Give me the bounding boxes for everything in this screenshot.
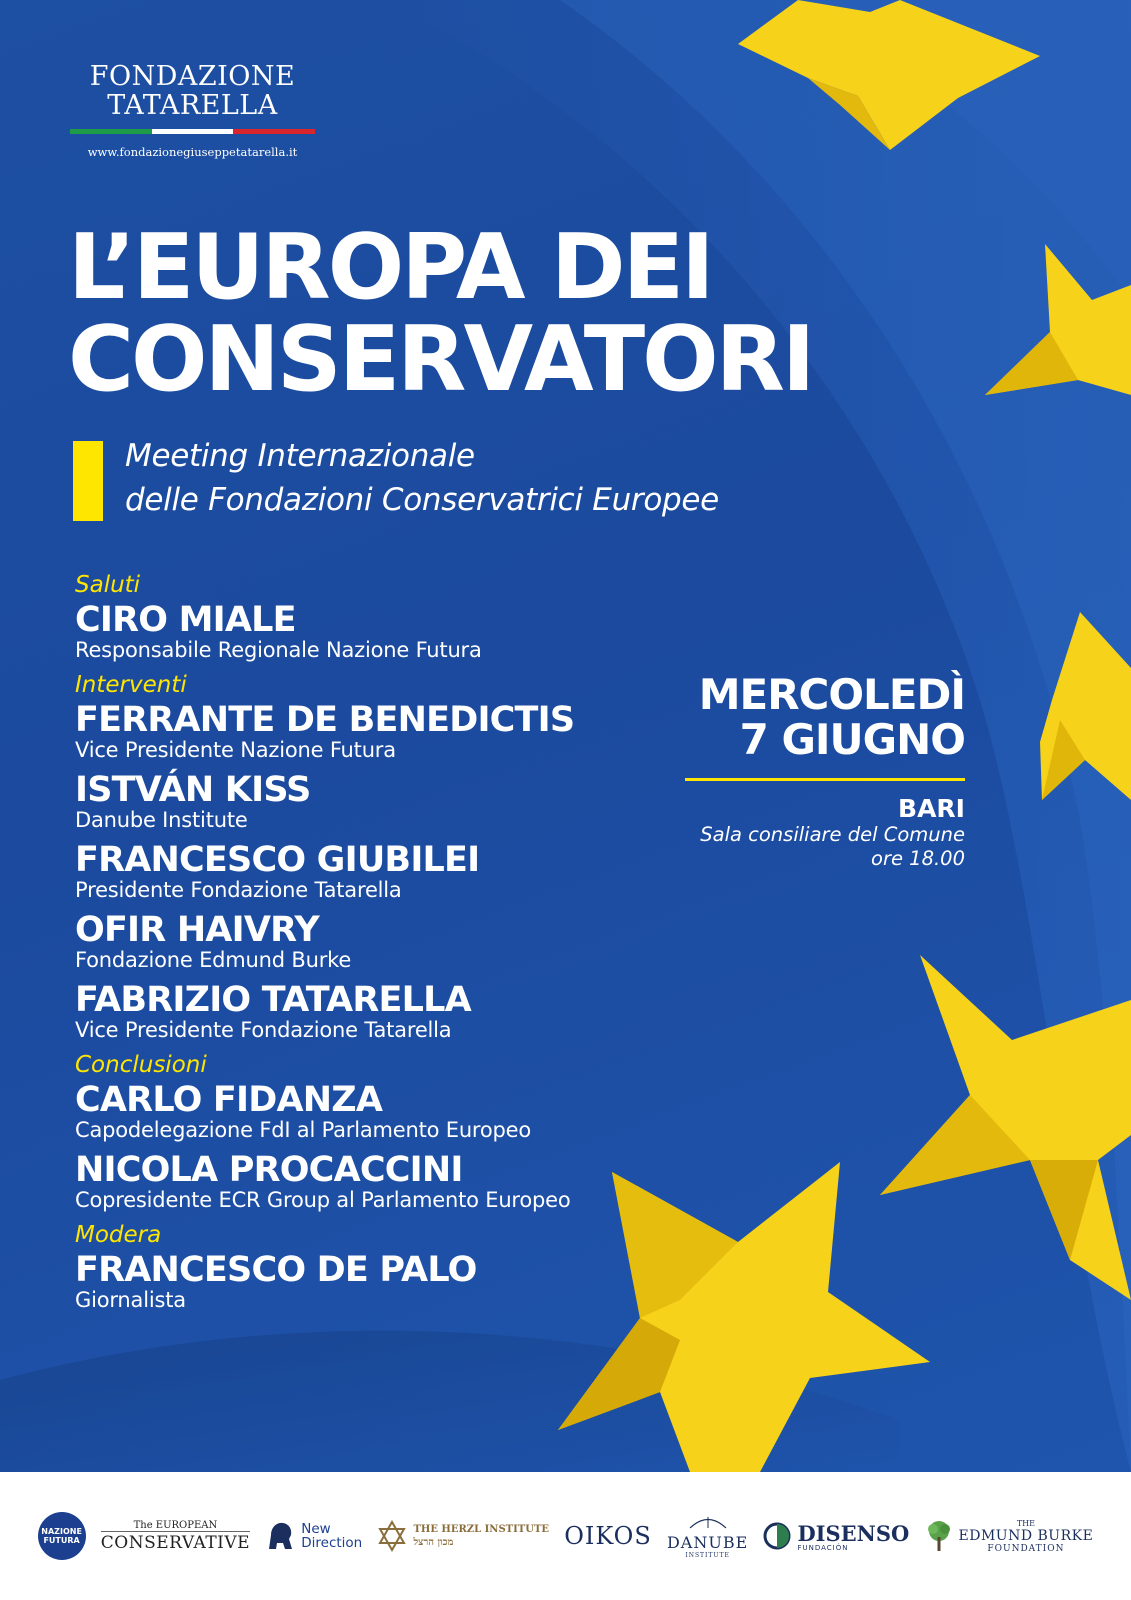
speaker (75, 982, 675, 1042)
speaker-role: Vice Presidente Nazione Futura (75, 738, 396, 762)
event-time: ore 18.00 (871, 847, 965, 870)
nf-line-2: FUTURA (43, 1536, 80, 1545)
speaker-role: Capodelegazione FdI al Parlamento Europeo (75, 1118, 532, 1142)
subtitle-accent-bar (73, 441, 103, 521)
speaker-name: NICOLA PROCACCINI (75, 1150, 463, 1190)
eu-cons-line-1: The EUROPEAN (133, 1519, 218, 1531)
event-date-block (660, 672, 965, 871)
section-modera (75, 1222, 675, 1312)
speaker-name: FABRIZIO TATARELLA (75, 980, 471, 1020)
lion-icon (265, 1519, 295, 1553)
section-label: Interventi (75, 672, 187, 698)
speaker-name: OFIR HAIVRY (75, 910, 319, 950)
speaker-name: FERRANTE DE BENEDICTIS (75, 700, 575, 740)
nd-line-1: New (301, 1521, 331, 1537)
eu-cons-line-2: CONSERVATIVE (100, 1532, 251, 1553)
speaker-role: Giornalista (75, 1288, 186, 1312)
disenso-line-1: DISENSO (797, 1520, 910, 1546)
speaker-role: Fondazione Edmund Burke (75, 948, 352, 972)
speaker-name: ISTVÁN KISS (75, 770, 311, 810)
speaker-name: FRANCESCO GIUBILEI (75, 840, 480, 880)
disenso-line-2: FUNDACIÓN (797, 1543, 849, 1552)
speaker-name: CIRO MIALE (75, 600, 296, 640)
partner-logos-footer (0, 1472, 1131, 1600)
speaker (75, 912, 675, 972)
title-line-1: L’EUROPA DEI (68, 215, 712, 320)
danube-line-1: DANUBE (666, 1532, 749, 1552)
bridge-icon (688, 1515, 728, 1529)
speaker (75, 842, 675, 902)
speaker (75, 1152, 675, 1212)
speaker-name: FRANCESCO DE PALO (75, 1250, 477, 1290)
speaker-name: CARLO FIDANZA (75, 1080, 383, 1120)
fondazione-tatarella-logo (70, 62, 315, 159)
partner-herzl-institute-logo (377, 1520, 549, 1552)
section-saluti (75, 572, 675, 662)
partner-danube-institute-logo (667, 1514, 748, 1559)
partner-new-direction-logo (265, 1519, 362, 1553)
program-list (75, 572, 675, 1322)
logo-line-1: FONDAZIONE (89, 61, 296, 92)
section-conclusioni (75, 1052, 675, 1212)
speaker (75, 772, 675, 832)
event-date: 7 GIUGNO (739, 715, 965, 764)
speaker-role: Vice Presidente Fondazione Tatarella (75, 1018, 452, 1042)
burke-line-3: FOUNDATION (987, 1543, 1065, 1554)
speaker-role: Copresidente ECR Group al Parlamento Europeo (75, 1188, 571, 1212)
nf-line-1: NAZIONE (41, 1527, 82, 1536)
partner-european-conservative-logo (101, 1520, 250, 1553)
nazione-futura-badge (38, 1512, 86, 1560)
logo-url: www.fondazionegiuseppetatarella.it (87, 145, 298, 159)
partner-nazione-futura-logo (38, 1512, 86, 1560)
subtitle-line-1: Meeting Internazionale (125, 438, 475, 474)
subtitle (125, 434, 719, 522)
italian-flag-stripe (70, 129, 315, 134)
speaker (75, 1082, 675, 1142)
herzl-line-2: מכון הרצל (413, 1537, 454, 1548)
section-label: Modera (75, 1222, 162, 1248)
event-city: BARI (898, 794, 965, 823)
logo-line-2: TATARELLA (107, 90, 278, 121)
partner-edmund-burke-logo (925, 1517, 1094, 1556)
burke-line-2: EDMUND BURKE (958, 1527, 1094, 1544)
nd-line-2: Direction (301, 1535, 363, 1551)
title-line-2: CONSERVATORI (68, 307, 813, 412)
star-of-david-icon (377, 1520, 407, 1552)
page-title (68, 215, 813, 412)
subtitle-line-2: delle Fondazioni Conservatrici Europee (125, 482, 719, 518)
danube-line-2: INSTITUTE (685, 1551, 730, 1559)
speaker-role: Danube Institute (75, 808, 248, 832)
section-interventi (75, 672, 675, 1042)
partner-disenso-logo (763, 1521, 909, 1552)
speaker-role: Presidente Fondazione Tatarella (75, 878, 402, 902)
speaker-role: Responsabile Regionale Nazione Futura (75, 638, 482, 662)
section-label: Saluti (75, 572, 141, 598)
speaker (75, 702, 675, 762)
speaker (75, 602, 675, 662)
partner-oikos-logo: OIKOS (564, 1522, 652, 1550)
herzl-line-1: THE HERZL INSTITUTE (413, 1524, 550, 1535)
speaker (75, 1252, 675, 1312)
date-divider (685, 778, 965, 781)
event-venue: Sala consiliare del Comune (700, 823, 965, 846)
tree-icon (925, 1519, 953, 1553)
burke-line-1: THE (1016, 1518, 1035, 1528)
disenso-mark-icon (763, 1522, 791, 1550)
section-label: Conclusioni (75, 1052, 207, 1078)
event-day: MERCOLEDÌ (698, 670, 965, 719)
